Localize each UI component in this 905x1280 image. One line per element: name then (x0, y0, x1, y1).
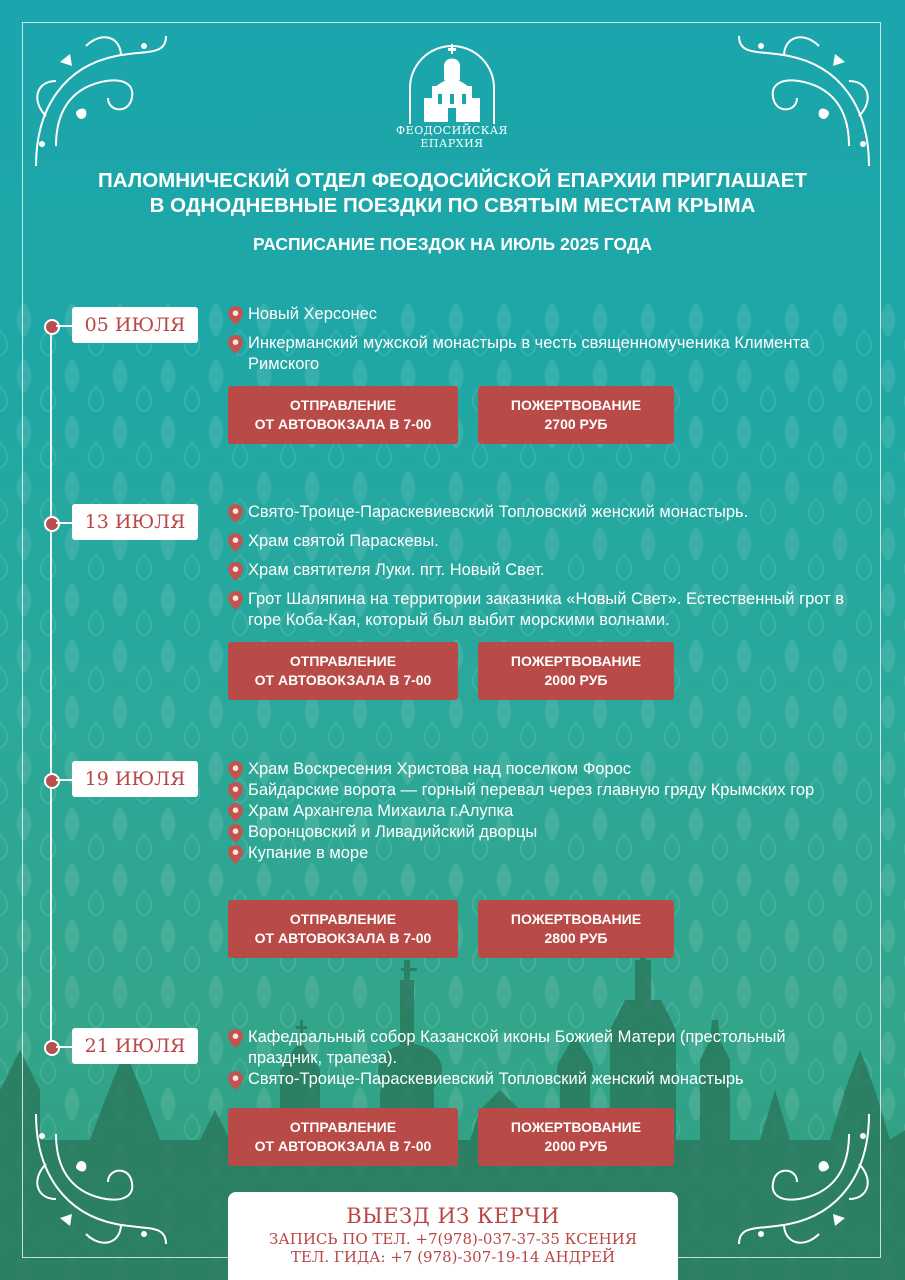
place-text: Воронцовский и Ливадийский дворцы (248, 823, 538, 841)
departure-label: ОТПРАВЛЕНИЕ (289, 653, 397, 669)
timeline-connector (56, 1046, 72, 1048)
place-item (228, 589, 848, 631)
place-text: Храм Воскресения Христова над поселком Форос (248, 760, 632, 778)
location-pin-icon (228, 306, 243, 325)
donation-amount: 2000 РУБ (544, 1138, 608, 1154)
departure-badge (228, 900, 458, 958)
place-text: Храм святителя Луки. пгт. Новый Свет. (248, 561, 545, 579)
location-pin-icon (228, 803, 243, 822)
donation-label: ПОЖЕРТВОВАНИЕ (510, 911, 642, 927)
timeline-connector (56, 779, 72, 781)
donation-label: ПОЖЕРТВОВАНИЕ (510, 397, 642, 413)
location-pin-icon (228, 824, 243, 843)
location-pin-icon (228, 782, 243, 801)
timeline-dot (44, 319, 60, 335)
donation-amount: 2700 РУБ (544, 416, 608, 432)
place-item (228, 801, 848, 822)
donation-amount: 2000 РУБ (544, 672, 608, 688)
departure-time: ОТ АВТОВОКЗАЛА В 7-00 (254, 1138, 432, 1154)
ornament-bottom-right (729, 1104, 879, 1254)
donation-badge (478, 1108, 674, 1166)
page-title (40, 168, 865, 218)
place-text: Храм святой Параскевы. (248, 532, 439, 550)
departure-time: ОТ АВТОВОКЗАЛА В 7-00 (254, 416, 432, 432)
trip-date: 13 ИЮЛЯ (72, 504, 198, 540)
trip-date: 05 ИЮЛЯ (72, 307, 198, 343)
trip-date: 19 ИЮЛЯ (72, 761, 198, 797)
trip-places (228, 304, 848, 375)
location-pin-icon (228, 335, 243, 354)
location-pin-icon (228, 845, 243, 864)
place-item (228, 780, 848, 801)
donation-badge (478, 900, 674, 958)
contact-box (228, 1192, 678, 1280)
place-text: Инкерманский мужской монастырь в честь священномученика Климента Римского (248, 334, 810, 373)
departure-time: ОТ АВТОВОКЗАЛА В 7-00 (254, 930, 432, 946)
logo-text (352, 124, 552, 150)
place-item (228, 531, 848, 552)
donation-amount: 2800 РУБ (544, 930, 608, 946)
location-pin-icon (228, 533, 243, 552)
ornament-top-right (729, 26, 879, 176)
timeline-connector (56, 325, 72, 327)
place-item (228, 822, 848, 843)
trip-places (228, 1027, 848, 1090)
place-text: Купание в море (248, 844, 369, 862)
trip-places (228, 759, 848, 864)
ornament-top-left (26, 26, 176, 176)
departure-city: ВЫЕЗД ИЗ КЕРЧИ (346, 1204, 560, 1228)
place-item (228, 843, 848, 864)
departure-label: ОТПРАВЛЕНИЕ (289, 397, 397, 413)
place-item (228, 502, 848, 523)
location-pin-icon (228, 1029, 243, 1048)
place-text: Свято-Троице-Параскевиевский Топловский женский монастырь (248, 1070, 744, 1088)
logo-line-1: ФЕОДОСИЙСКАЯ (396, 124, 508, 137)
donation-label: ПОЖЕРТВОВАНИЕ (510, 1119, 642, 1135)
guide-phone: ТЕЛ. ГИДА: +7 (978)-307-19-14 АНДРЕЙ (290, 1248, 616, 1266)
timeline-connector (56, 522, 72, 524)
departure-badge (228, 642, 458, 700)
booking-phone: ЗАПИСЬ ПО ТЕЛ. +7(978)-037-37-35 КСЕНИЯ (269, 1230, 637, 1248)
departure-time: ОТ АВТОВОКЗАЛА В 7-00 (254, 672, 432, 688)
place-item (228, 1027, 848, 1069)
timeline-dot (44, 1040, 60, 1056)
place-text: Храм Архангела Михаила г.Алупка (248, 802, 514, 820)
donation-label: ПОЖЕРТВОВАНИЕ (510, 653, 642, 669)
departure-badge (228, 1108, 458, 1166)
trip-places (228, 502, 848, 631)
place-text: Свято-Троице-Параскевиевский Топловский женский монастырь. (248, 503, 749, 521)
place-text: Кафедральный собор Казанской иконы Божией Матери (престольный праздник, трапеза). (248, 1028, 786, 1067)
donation-badge (478, 386, 674, 444)
donation-badge (478, 642, 674, 700)
departure-label: ОТПРАВЛЕНИЕ (289, 911, 397, 927)
title-line-2: В ОДНОДНЕВНЫЕ ПОЕЗДКИ ПО СВЯТЫМ МЕСТАМ КРЫМА (149, 194, 756, 217)
trip-date: 21 ИЮЛЯ (72, 1028, 198, 1064)
place-text: Байдарские ворота — горный перевал через главную гряду Крымских гор (248, 781, 815, 799)
place-text: Новый Херсонес (248, 305, 378, 323)
place-text: Грот Шаляпина на территории заказника «Новый Свет». Естественный грот в горе Коба-Кая, который был выбит морскими волнами. (248, 590, 845, 629)
location-pin-icon (228, 562, 243, 581)
departure-badge (228, 386, 458, 444)
location-pin-icon (228, 761, 243, 780)
place-item (228, 304, 848, 325)
departure-label: ОТПРАВЛЕНИЕ (289, 1119, 397, 1135)
ornament-bottom-left (26, 1104, 176, 1254)
timeline-dot (44, 773, 60, 789)
place-item (228, 759, 848, 780)
timeline-line (50, 326, 52, 1048)
location-pin-icon (228, 504, 243, 523)
place-item (228, 1069, 848, 1090)
place-item (228, 560, 848, 581)
location-pin-icon (228, 591, 243, 610)
title-line-1: ПАЛОМНИЧЕСКИЙ ОТДЕЛ ФЕОДОСИЙСКОЙ ЕПАРХИИ ПРИГЛАШАЕТ (98, 169, 807, 192)
timeline-dot (44, 516, 60, 532)
location-pin-icon (228, 1071, 243, 1090)
logo-line-2: ЕПАРХИЯ (420, 137, 484, 150)
schedule-subtitle: РАСПИСАНИЕ ПОЕЗДОК НА ИЮЛЬ 2025 ГОДА (253, 234, 652, 254)
place-item (228, 333, 848, 375)
